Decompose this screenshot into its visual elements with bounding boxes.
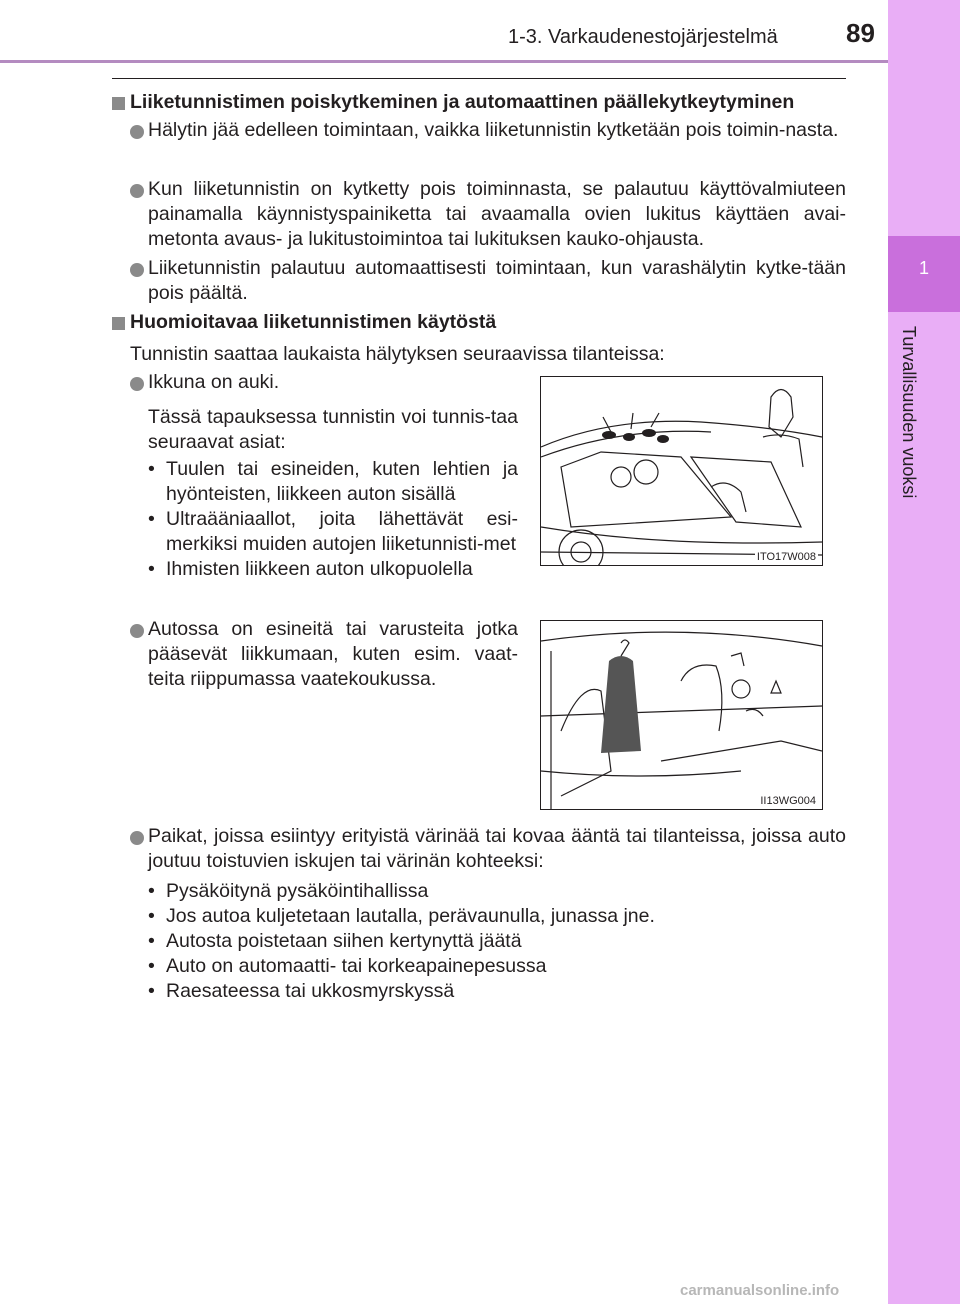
- list-item: • Jos autoa kuljetetaan lautalla, perävaunulla, junassa jne.: [144, 904, 844, 929]
- chapter-number: 1: [918, 258, 929, 278]
- bullet-dot-icon: [130, 831, 144, 845]
- figure-code: ITO17W008: [756, 551, 816, 563]
- car-interior-drawing: [541, 621, 822, 809]
- list-item: • Autosta poistetaan siihen kertynyttä jäätä: [144, 929, 844, 954]
- page-number: 89: [846, 18, 875, 48]
- section1-bullet-1: Hälytin jää edelleen toimintaan, vaikka liiketunnistin kytketään pois toimin-nasta.: [148, 119, 839, 141]
- list-item: • Auto on automaatti- tai korkeapainepesussa: [144, 954, 844, 979]
- figure-code: II13WG004: [760, 795, 816, 807]
- bullet-dot-icon: [130, 263, 144, 277]
- item1-title: Ikkuna on auki.: [148, 371, 280, 393]
- list-item: • Tuulen tai esineiden, kuten lehtien ja hyönteisten, liikkeen auton sisällä: [144, 457, 518, 507]
- hanging-clothes-illustration: [540, 620, 823, 810]
- list-item: • Pysäköitynä pysäköintihallissa: [144, 879, 844, 904]
- bullet-dot-icon: [130, 184, 144, 198]
- item3-text: Paikat, joissa esiintyy erityistä värinää tai kovaa ääntä tai tilanteissa, joissa auto joutuu toistuvien iskujen tai värinän kohteeksi:: [148, 825, 846, 872]
- list-item: • Raesateessa tai ukkosmyrskyssä: [144, 979, 844, 1004]
- item2-text: Autossa on esineitä tai varusteita jotka pääsevät liikkumaan, kuten esim. vaat-teita riippumassa vaatekoukussa.: [148, 618, 518, 690]
- car-open-window-drawing: [541, 377, 822, 565]
- content-rule: [112, 78, 846, 79]
- heading-square-icon: [112, 97, 125, 110]
- watermark: carmanualsonline.info: [680, 1282, 840, 1299]
- section-title: 1-3. Varkaudenestojärjestelmä: [508, 26, 778, 48]
- bullet-dot-icon: [130, 624, 144, 638]
- section1-bullet-3: Liiketunnistin palautuu automaattisesti toimintaan, kun varashälytin kytke-tään pois päältä.: [148, 257, 846, 304]
- chapter-title: Turvallisuuden vuoksi: [899, 326, 919, 499]
- bullet-dot-icon: [130, 125, 144, 139]
- heading-square-icon: [112, 317, 125, 330]
- bullet-dot-icon: [130, 377, 144, 391]
- header-rule: [0, 60, 888, 63]
- list-item: • Ihmisten liikkeen auton ulkopuolella: [144, 557, 518, 582]
- item1-text: Tässä tapauksessa tunnistin voi tunnis-taa seuraavat asiat:: [148, 406, 518, 453]
- section1-heading: Liiketunnistimen poiskytkeminen ja automaattinen päällekytkeytyminen: [130, 91, 795, 113]
- side-tab: [888, 0, 960, 1304]
- list-item: • Ultraääniaallot, joita lähettävät esi-merkiksi muiden autojen liiketunnisti-met: [144, 507, 518, 557]
- section2-intro: Tunnistin saattaa laukaista hälytyksen seuraavissa tilanteissa:: [130, 343, 665, 365]
- item3-list: [144, 879, 844, 1004]
- car-open-window-illustration: [540, 376, 823, 566]
- item1-list: [144, 457, 518, 582]
- section1-bullet-2: Kun liiketunnistin on kytketty pois toiminnasta, se palautuu käyttövalmiuteen painamalla käynnistyspainiketta tai avaamalla ovien lukitus käyttäen avai-metonta avaus- ja lukitustoimintoa tai lukituksen kauko-ohjausta.: [148, 178, 846, 250]
- section2-heading: Huomioitavaa liiketunnistimen käytöstä: [130, 311, 497, 333]
